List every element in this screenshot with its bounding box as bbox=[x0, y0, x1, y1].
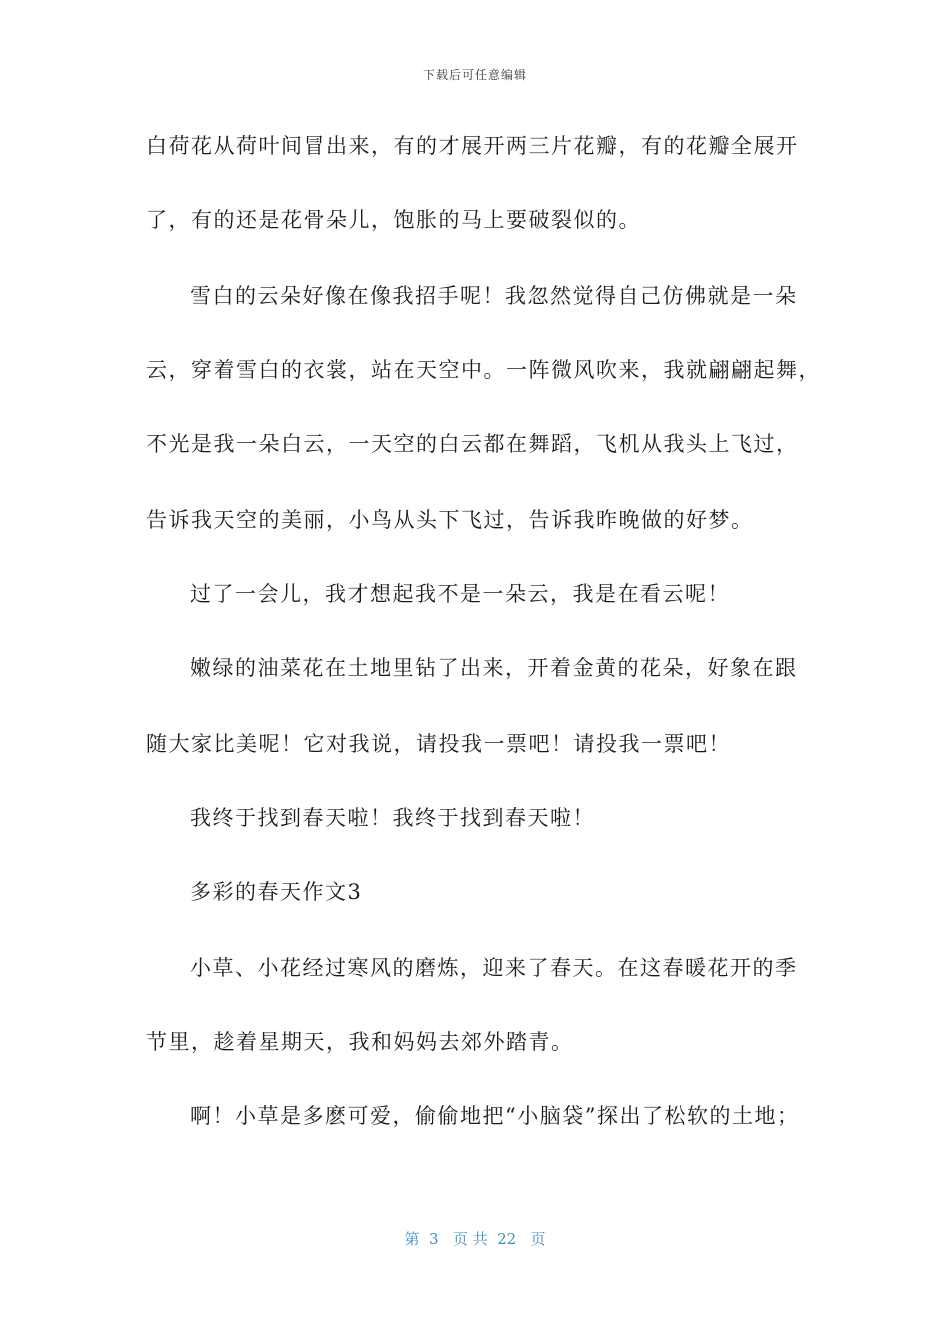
paragraph-start: 我终于找到春天啦！我终于找到春天啦！ bbox=[190, 806, 595, 830]
text-line: 云，穿着雪白的衣裳，站在天空中。一阵微风吹来，我就翩翩起舞， bbox=[146, 358, 821, 382]
page-number-footer: 第 3 页 共 22 页 bbox=[404, 1230, 546, 1248]
text-line: 白荷花从荷叶间冒出来，有的才展开两三片花瓣，有的花瓣全展开 bbox=[146, 134, 799, 158]
paragraph-start: 啊！小草是多麽可爱，偷偷地把“小脑袋”探出了松软的土地； bbox=[190, 1104, 800, 1128]
section-title: 多彩的春天作文3 bbox=[190, 880, 363, 904]
paragraph-start: 过了一会儿，我才想起我不是一朵云，我是在看云呢！ bbox=[190, 582, 730, 606]
text-line: 不光是我一朵白云，一天空的白云都在舞蹈，飞机从我头上飞过， bbox=[146, 432, 799, 456]
paragraph-start: 雪白的云朵好像在像我招手呢！我忽然觉得自己仿佛就是一朵 bbox=[190, 284, 798, 308]
page-header: 下载后可任意编辑 bbox=[422, 68, 527, 82]
text-line: 节里，趁着星期天，我和妈妈去郊外踏青。 bbox=[146, 1030, 574, 1054]
paragraph-start: 小草、小花经过寒风的磨炼，迎来了春天。在这春暖花开的季 bbox=[190, 956, 798, 980]
text-line: 了，有的还是花骨朵儿，饱胀的马上要破裂似的。 bbox=[146, 208, 641, 232]
paragraph-start: 嫩绿的油菜花在土地里钻了出来，开着金黄的花朵，好象在跟 bbox=[190, 656, 798, 680]
text-line: 告诉我天空的美丽，小鸟从头下飞过，告诉我昨晚做的好梦。 bbox=[146, 508, 754, 532]
text-line: 随大家比美呢！它对我说，请投我一票吧！请投我一票吧！ bbox=[146, 732, 731, 756]
